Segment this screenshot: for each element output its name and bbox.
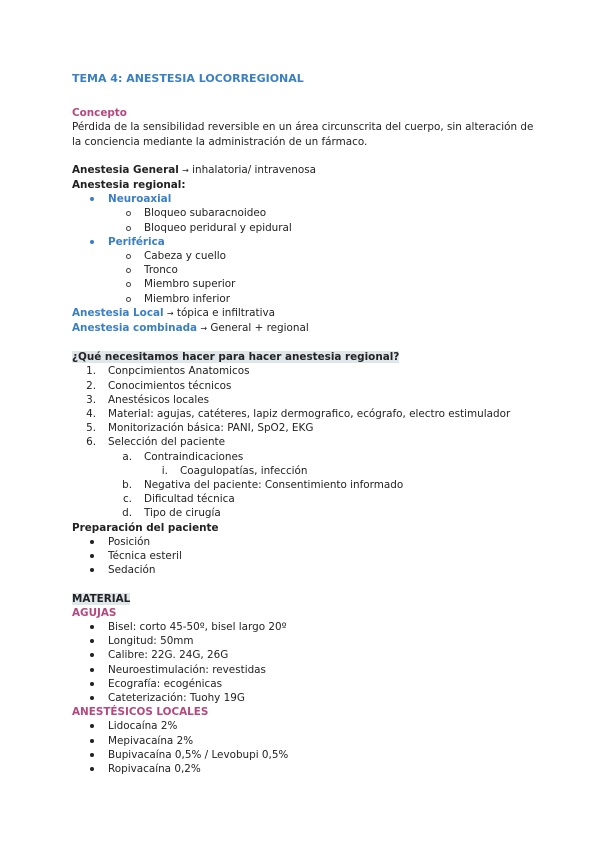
agujas-heading: AGUJAS bbox=[72, 606, 117, 619]
combinada-label: Anestesia combinada bbox=[72, 322, 198, 335]
list-item-text: Mepivacaína 2% bbox=[108, 734, 194, 747]
item-number: 1. bbox=[86, 365, 96, 378]
list-item bbox=[72, 648, 542, 662]
list-item-text: Posición bbox=[108, 535, 151, 548]
necesitamos-heading-text: ¿Qué necesitamos hacer para hacer anestesia regional? bbox=[72, 351, 400, 364]
bullet-icon bbox=[90, 554, 94, 558]
bullet-icon bbox=[90, 197, 94, 201]
item-number: 5. bbox=[86, 422, 96, 435]
sub-item bbox=[72, 450, 542, 464]
item-roman: i. bbox=[161, 464, 168, 477]
list-item bbox=[72, 677, 542, 691]
regional-label: Anestesia regional: bbox=[72, 179, 186, 192]
material-heading bbox=[72, 592, 542, 606]
circle-bullet-icon bbox=[126, 297, 131, 302]
local-text: tópica e infiltrativa bbox=[173, 306, 275, 319]
list-item-text: Miembro superior bbox=[144, 278, 236, 291]
document-page bbox=[72, 72, 542, 776]
list-item-text: Sedación bbox=[108, 564, 156, 577]
item-text: Material: agujas, catéteres, lapiz dermografico, ecógrafo, electro estimulador bbox=[108, 408, 511, 421]
list-item-text: Cabeza y cuello bbox=[144, 250, 227, 263]
item-text: Negativa del paciente: Consentimiento informado bbox=[144, 479, 404, 492]
list-item-text: Neuroestimulación: revestidas bbox=[108, 663, 266, 676]
list-item-text: Tronco bbox=[144, 264, 178, 277]
item-text: Conocimientos técnicos bbox=[108, 379, 232, 392]
numbered-item bbox=[72, 435, 542, 449]
list-item-text: Ropivacaína 0,2% bbox=[108, 762, 201, 775]
circle-bullet-icon bbox=[126, 254, 131, 259]
numbered-item bbox=[72, 421, 542, 435]
list-item-periferica bbox=[72, 235, 542, 249]
concepto-text: Pérdida de la sensibilidad reversible en un área circunscrita del cuerpo, sin alteración de la conciencia mediante la administración de un fármaco. bbox=[72, 121, 534, 148]
item-text: Monitorización básica: PANI, SpO2, EKG bbox=[108, 422, 314, 435]
item-text: Tipo de cirugía bbox=[144, 507, 221, 520]
numbered-item bbox=[72, 393, 542, 407]
combinada-arrow: → bbox=[200, 324, 208, 334]
general-text: inhalatoria/ intravenosa bbox=[188, 163, 316, 176]
numbered-item bbox=[72, 379, 542, 393]
local-line bbox=[72, 306, 542, 321]
general-line bbox=[72, 163, 542, 178]
list-item-text: Longitud: 50mm bbox=[108, 635, 194, 648]
necesitamos-heading bbox=[72, 350, 542, 364]
list-item bbox=[72, 206, 542, 220]
circle-bullet-icon bbox=[126, 268, 131, 273]
bullet-icon bbox=[90, 682, 94, 686]
list-item bbox=[72, 535, 542, 549]
list-item bbox=[72, 263, 542, 277]
bullet-icon bbox=[90, 540, 94, 544]
list-item-text: Bloqueo peridural y epidural bbox=[144, 221, 292, 234]
bullet-icon bbox=[90, 639, 94, 643]
bullet-icon bbox=[90, 568, 94, 572]
sub-sub-item bbox=[72, 464, 542, 478]
combinada-text: General + regional bbox=[207, 322, 309, 335]
list-item-text: Calibre: 22G. 24G, 26G bbox=[108, 649, 229, 662]
bullet-icon bbox=[90, 739, 94, 743]
list-item bbox=[72, 277, 542, 291]
list-item bbox=[72, 762, 542, 776]
item-letter: c. bbox=[122, 493, 132, 506]
list-item-text: Bupivacaína 0,5% / Levobupi 0,5% bbox=[108, 748, 289, 761]
general-arrow: → bbox=[182, 165, 189, 175]
bullet-icon bbox=[90, 696, 94, 700]
numbered-item bbox=[72, 407, 542, 421]
item-text: Dificultad técnica bbox=[144, 493, 235, 506]
list-item bbox=[72, 663, 542, 677]
circle-bullet-icon bbox=[126, 282, 131, 287]
list-item-text: Lidocaína 2% bbox=[108, 720, 178, 733]
bullet-icon bbox=[90, 668, 94, 672]
material-heading-text: MATERIAL bbox=[72, 592, 131, 605]
sub-item bbox=[72, 506, 542, 520]
item-letter: a. bbox=[122, 450, 132, 463]
anestesicos-heading: ANESTÉSICOS LOCALES bbox=[72, 706, 209, 719]
combinada-line bbox=[72, 321, 542, 336]
concepto-heading: Concepto bbox=[72, 107, 127, 120]
item-text: Anestésicos locales bbox=[108, 393, 210, 406]
list-item bbox=[72, 563, 542, 577]
item-letter: d. bbox=[122, 507, 132, 520]
page-title: TEMA 4: ANESTESIA LOCORREGIONAL bbox=[72, 72, 304, 85]
item-number: 2. bbox=[86, 379, 96, 392]
list-item bbox=[72, 734, 542, 748]
item-letter: b. bbox=[122, 479, 132, 492]
list-item-text: Ecografía: ecogénicas bbox=[108, 677, 223, 690]
sub-item bbox=[72, 478, 542, 492]
bullet-icon bbox=[90, 753, 94, 757]
preparacion-heading: Preparación del paciente bbox=[72, 521, 219, 534]
list-item bbox=[72, 292, 542, 306]
circle-bullet-icon bbox=[126, 211, 131, 216]
bullet-icon bbox=[90, 625, 94, 629]
bullet-icon bbox=[90, 767, 94, 771]
bullet-icon bbox=[90, 724, 94, 728]
numbered-item bbox=[72, 364, 542, 378]
list-item bbox=[72, 249, 542, 263]
item-number: 4. bbox=[86, 408, 96, 421]
list-item bbox=[72, 719, 542, 733]
periferica-label: Periférica bbox=[108, 235, 165, 248]
list-item bbox=[72, 221, 542, 235]
local-arrow: → bbox=[166, 308, 174, 318]
list-item-neuroaxial bbox=[72, 192, 542, 206]
item-number: 3. bbox=[86, 393, 96, 406]
general-label: Anestesia General bbox=[72, 163, 179, 176]
item-text: Selección del paciente bbox=[108, 436, 226, 449]
list-item-text: Miembro inferior bbox=[144, 292, 230, 305]
item-text: Conpcimientos Anatomicos bbox=[108, 365, 250, 378]
list-item bbox=[72, 634, 542, 648]
sub-item bbox=[72, 492, 542, 506]
item-text: Contraindicaciones bbox=[144, 450, 244, 463]
list-item-text: Bloqueo subaracnoideo bbox=[144, 207, 267, 220]
local-label: Anestesia Local bbox=[72, 306, 164, 319]
list-item-text: Bisel: corto 45-50º, bisel largo 20º bbox=[108, 620, 287, 633]
item-text: Coagulopatías, infección bbox=[180, 464, 308, 477]
list-item bbox=[72, 691, 542, 705]
bullet-icon bbox=[90, 653, 94, 657]
list-item bbox=[72, 620, 542, 634]
bullet-icon bbox=[90, 240, 94, 244]
neuroaxial-label: Neuroaxial bbox=[108, 193, 172, 206]
list-item-text: Cateterización: Tuohy 19G bbox=[108, 691, 245, 704]
item-number: 6. bbox=[86, 436, 96, 449]
circle-bullet-icon bbox=[126, 226, 131, 231]
list-item-text: Técnica esteril bbox=[108, 550, 182, 563]
list-item bbox=[72, 549, 542, 563]
list-item bbox=[72, 748, 542, 762]
